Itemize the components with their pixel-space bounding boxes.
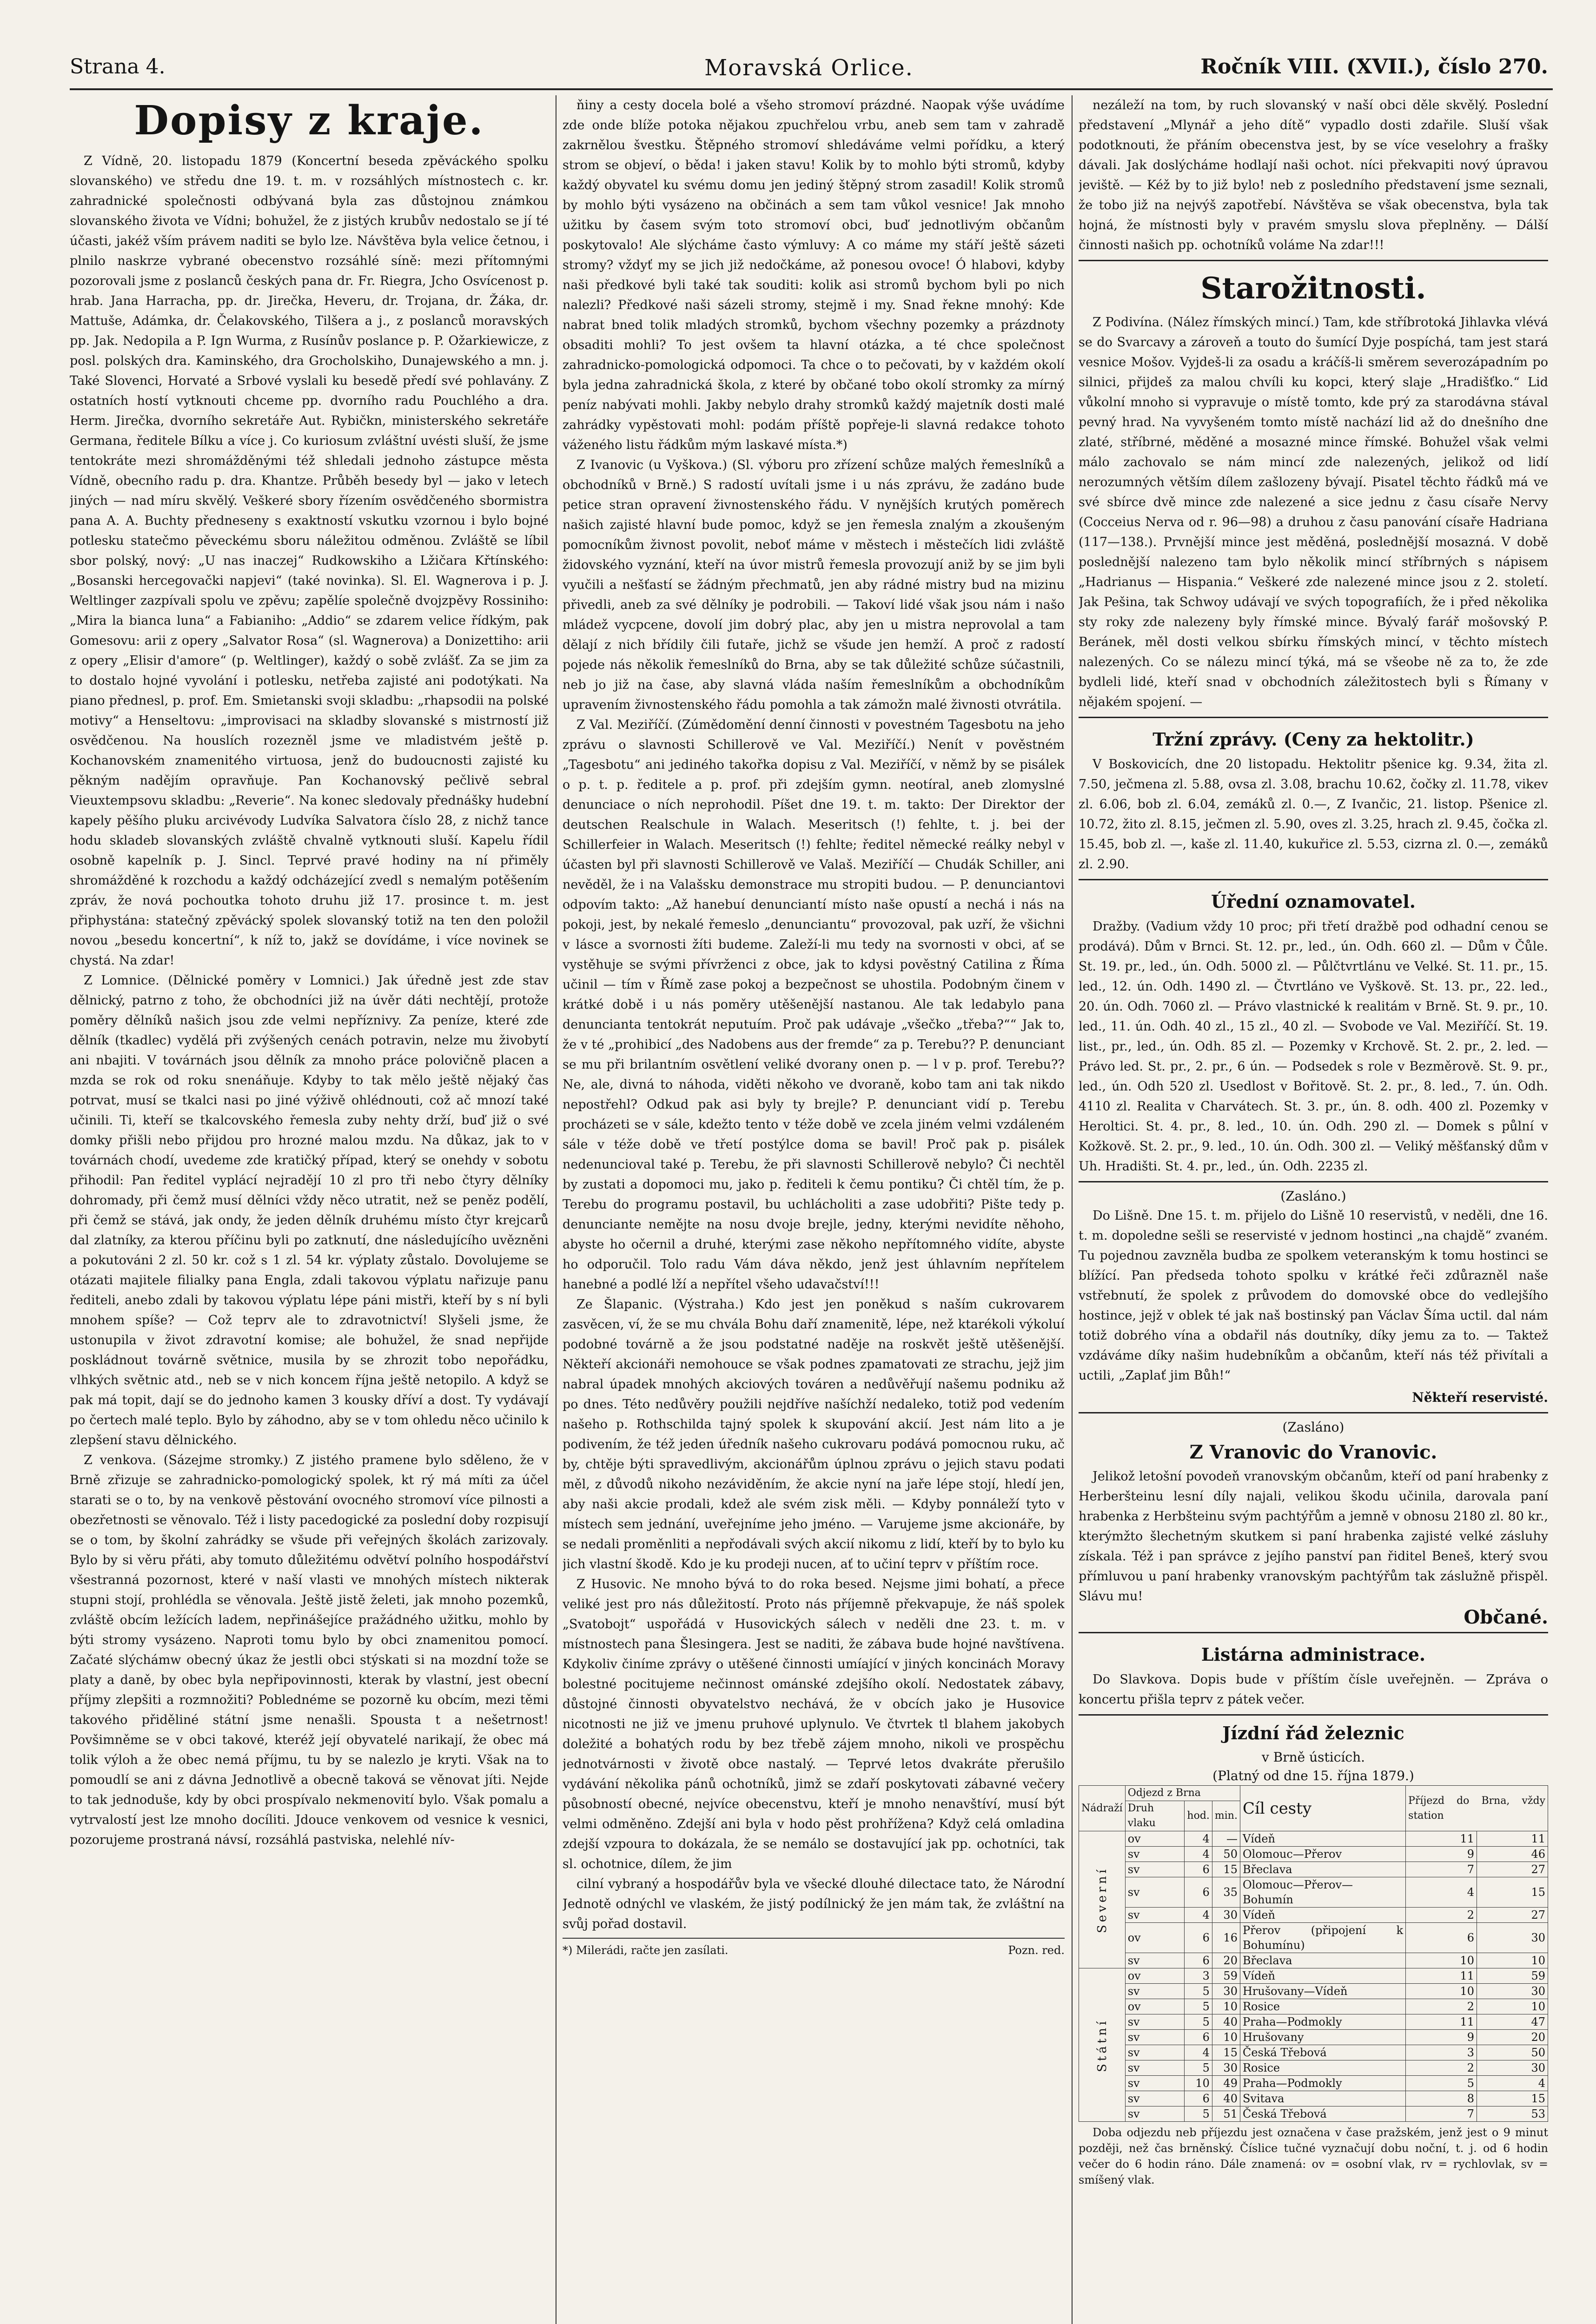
timetable-row <box>1079 2030 1548 2045</box>
timetable-cell: 6 <box>1406 1923 1477 1953</box>
timetable-cell: 5 <box>1185 2106 1212 2122</box>
timetable-cell: sv <box>1125 1984 1185 1999</box>
timetable-cell: 30 <box>1212 1984 1240 1999</box>
timetable-cell: 4 <box>1185 1831 1212 1847</box>
zaslano-vranovice: Jelikož letošní povodeň vranovským občanům, kteří od paní hrabenky z Herberšteinu lesní díly najali, velikou škodu učinila, darovala paní hrabenka z Herbšteinu svým pachtýřům a jemně v obnosu 2180 zl. 80 kr., kterýmžto šlechetným skutkem si paní hrabenka zajisté velké zásluhy získala. Též i pan správce z jejího panství pan řiditel Beneš, který svou přímluvou u paní hrabenky vranovským pachtýřům tak záslužně přispěl. Slávu mu! <box>1079 1469 1548 1604</box>
timetable-row <box>1079 2060 1548 2076</box>
timetable-cell: Břeclava <box>1240 1953 1405 1968</box>
timetable-cell: Vídeň <box>1240 1831 1405 1847</box>
timetable-cell: 16 <box>1212 1923 1240 1953</box>
timetable-cell: 15 <box>1212 2045 1240 2060</box>
footnote-sign: Pozn. red. <box>1008 1944 1065 1957</box>
timetable-row <box>1079 2014 1548 2030</box>
timetable-cell: 4 <box>1185 2045 1212 2060</box>
timetable-cell: 51 <box>1212 2106 1240 2122</box>
timetable-cell: Praha—Podmokly <box>1240 2076 1405 2091</box>
timetable-cell: Hrušovany—Vídeň <box>1240 1984 1405 1999</box>
timetable-row <box>1079 1923 1548 1953</box>
timetable-cell: 10 <box>1477 1953 1548 1968</box>
page-number: Strana 4. <box>70 55 166 79</box>
timetable-cell: 11 <box>1406 2014 1477 2030</box>
column-divider <box>1072 95 1073 2324</box>
timetable-cell: 2 <box>1406 1999 1477 2014</box>
section-headline: Dopisy z kraje. <box>134 97 484 144</box>
column-3 <box>1079 95 1548 2324</box>
issue-info: Ročník VIII. (XVII.), číslo 270. <box>1200 55 1548 79</box>
timetable-row <box>1079 1877 1548 1908</box>
zaslano-title: Z Vranovic do Vranovic. <box>1189 1441 1437 1463</box>
timetable-cell: Vídeň <box>1240 1908 1405 1923</box>
timetable-cell: 2 <box>1406 2060 1477 2076</box>
timetable-cell: Praha—Podmokly <box>1240 2014 1405 2030</box>
th-hour: hod. <box>1185 1801 1212 1831</box>
official-notices: Dražby. (Vadium vždy 10 proc; při třetí dražbě pod odhadní cenou se prodává). Dům v Brnci. St. 12. pr., led., ún. Odh. 660 zl. — Dům v Čůle. St. 19. pr., led., ún. Odh. 5000 zl. — Půlčtvrtlánu ve Velké. St. 11. pr., 15. led., 12. ún. Odh. 1490 zl. — Čtvrtláno ve Vyškově. St. 13. pr., 22. led., 20. ún. Odh. 7060 zl. — Právo vlastnické k realitám v Brně. St. 9. pr., 10. led., 11. ún. Odh. 40 zl., 15 zl., 40 zl. — Svobode ve Val. Meziříčí. St. 19. list., pr., led., ún. Odh. 85 zl. — Pozemky v Krchově. St. 2. pr., 2. led. — Právo led. St. pr., 2. pr., 6 ún. — Podsedek s role v Bezměrově. St. 9. pr., led., ún. Odh 520 zl. Usedlost v Bořitově. St. 2. pr., 8. led., 7. ún. Odh. 4110 zl. Realita v Charvátech. St. 3. pr., ún. 8. odh. 400 zl. Pozemky v Heroltici. St. 4. pr., 8. led., 10. ún. Odh. 290 zl. — Domek s půlní v Kožkově. St. 2. pr., 9. led., 10. ún. Odh. 300 zl. — Veliký měšťanský dům v Uh. Hradišti. St. 4. pr., led., ún. Odh. 2235 zl. <box>1079 919 1548 1174</box>
timetable-cell: 4 <box>1477 2076 1548 2091</box>
timetable-cell: sv <box>1125 2106 1185 2122</box>
timetable-cell: 30 <box>1477 1923 1548 1953</box>
timetable-cell: 9 <box>1406 2030 1477 2045</box>
th-departure: Odjezd z Brna <box>1125 1786 1240 1801</box>
article-husovice-cont: nezáleží na tom, by ruch slovanský v naší obci děle skvělý. Poslední představení „Mlynář a jeho dítě“ vypadlo dosti zdařile. Sluší však podotknouti, že přáním obecenstva jest, by se více veselohry a frašky dávali. Jak doslýcháme hodlají naši ochot. níci překvapiti nový úpravou jeviště. — Kéž by to již bylo! neb z posledního představení jsme seznali, že tobo již na nejvýš zapotřebí. Návštěva se však obecenstva, byla tak hojná, že místnosti byly v pravém smyslu slova přeplněny. — Dálší činnosti našich pp. ochotníků voláme Na zdar!!! <box>1079 98 1548 252</box>
timetable-cell: Břeclava <box>1240 1862 1405 1877</box>
timetable-cell: 8 <box>1406 2091 1477 2106</box>
timetable-cell: 53 <box>1477 2106 1548 2122</box>
timetable-cell: Svitava <box>1240 2091 1405 2106</box>
timetable-valid: (Platný od dne 15. října 1879.) <box>1212 1768 1414 1783</box>
timetable-cell: sv <box>1125 2014 1185 2030</box>
timetable-title: Jízdní řád železnic <box>1222 1723 1404 1743</box>
timetable-cell: 3 <box>1185 1968 1212 1984</box>
timetable-cell: sv <box>1125 1847 1185 1862</box>
zaslano-lisen: Do Lišně. Dne 15. t. m. přijelo do Lišně 10 reservistů, v neděli, dne 16. t. m. dopoledne sešli se reservisté v jednom hostinci „na chajdě“ zvaném. Tu pojednou zavzněla budba ze spolkem veteranským k tomu hostinci se blížící. Pan předseda tohoto spolku v krátké řeči zdůrazněl naše vstřebnutí, že spolek z průvodem do domovské obce do vedlejšího hostince, jejž v oblek té jak naš bostinský pan Václav Šíma uctil. dal nám totiž dobrého vína a obdařil nás doutníky, díky jemu za to. — Taktež vzdáváme díky našim hudebníkům a občanům, kteří nás též přivítali a uctili, „Zaplať jim Bůh!“ <box>1079 1208 1548 1383</box>
timetable-cell: Vídeň <box>1240 1968 1405 1984</box>
newspaper-title: Moravská Orlice. <box>704 55 914 81</box>
timetable-cell: 47 <box>1477 2014 1548 2030</box>
timetable-cell: sv <box>1125 2030 1185 2045</box>
article-venkov: Z venkova. (Sázejme stromky.) Z jistého pramene bylo sděleno, že v Brně zřizuje se zahradnicko-pomologický spolek, kt rý má míti za účel starati se o to, by na venkově pěstování ovocného stromoví více pilnosti a obezřetnosti se věnovalo. Též i listy pacedogické za poslední doby rozpisují se o tom, by školní zahrádky se všude při veřejných školách zarizovaly. Bylo by si věru přáti, aby tomuto důležitému odvětví polního hospodářství všestranná pozornost, které v naší vlasti ve mnohých místech nikterak stupni stojí, prohlédla se věnovala. Ještě jistě želeti, jak mnoho pozemků, zvláště obcím ležících ladem, nepřinášejíce pražádného užitku, mohlo by býti stromy vysázeno. Naproti tomu bylo by obci znamenitou pomocí. Začaté slýchámw obecný úkaz že jestli obci stýskati si na mozdní tože se platy a daně, by obec byla nepřipovinnosti, kterak by vlastní, jest obecní příjmy zlepšiti a rozmnožiti? Poblednéme se pozorně ku obcím, mezi těmi takového přiděliné státní jsme nenašli. Spousta t a nešetrnost! Povšimněme se v obci takové, kteréž její obyvatelé narikají, že obec má tolik výloh a že obec nemá příjmu, tu by se nalezlo je kryti. Však na to pomoudlí se ani z dávna Jednotlivě a obecně taková se věnovat jíti. Nejde to tak jednoduše, kdy by obci prospívalo nekmenovití bylo. Však pomalu a vytrvalostí jest lze mnoho docíliti. Jdouce venkovem od vesnice k vesnici, pozorujeme prostraná návsí, rozsáhlá pastviska, nelehlé nív- <box>70 1453 549 1847</box>
timetable-cell: 10 <box>1185 2076 1212 2091</box>
th-station: Nádraží <box>1079 1786 1126 1831</box>
timetable-cell: 50 <box>1212 1847 1240 1862</box>
timetable-cell: Olomouc—Přerov—Bohumín <box>1240 1877 1405 1908</box>
column-2 <box>563 95 1065 2324</box>
timetable-cell: 20 <box>1477 2030 1548 2045</box>
footnote-text: *) Milerádi, račte jen zasílati. <box>563 1944 728 1957</box>
divider <box>1079 1632 1548 1633</box>
timetable-cell: 30 <box>1212 1908 1240 1923</box>
article-podivin: Z Podivína. (Nález římských mincí.) Tam, kde stříbrotoká Jihlavka vlévá se do Svarcavy a zároveň a touto do šumící Dyje pospíchá, tam jest stará vesnice Mošov. Vyjdeš-li za osadu a kráčíš-li směrem severozápadním po silnici, přijdeš za malou chvíli ku kopci, který slaje „Hradišťko.“ Lid vůkolní mnoho si vypravuje o místě tomto, kde prý za starodávna stával pevný hrad. Na vyvyšeném tomto místě nachází lid až do dnešního dne zlaté, stříbrné, měděné a mosazné mince římské. Bohužel však velmi málo zachovalo se nám mincí zde nalezených, jelikož od lidí nerozumných větším dílem zašlozeny bývají. Pisatel těchto řádků má ve své sbírce dvě mince zde nalezené a sice jednu z času císaře Nervy (Cocceius Nerva od r. 96—98) a druhou z času panování císaře Hadriana (117—138.). Prvnější mince jest měděná, poslednější mosazná. V době poslednější nalezeno tam bylo několik mincí stříbrných s nápisem „Hadrianus — Hispania.“ Veškeré zde nalezené mince jsou z 2. století. Jak Pešina, tak Schwoy udávají ve svých topografiích, že i před několika sty roky zde nalezeny byly římské mince. Bývalý farář mošovský P. Beránek, měl dosti velkou sbírku římských mincí, v těchto místech nalezených. Co se nálezu mincí týká, má se všeobe ně za to, že zde bydleli lidé, kteří snad v obchodních záležitostech byli s Římany v nějakém spojení. — <box>1079 315 1548 709</box>
article-husovice-end: cilní vybraný a hospodářův byla ve všecké dlouhé dilectace tato, že Národní Jednotě odnýchl ve vlaském, že jistý podílnický že jen mám tak, že zvláštní na svůj pořad dostavil. <box>563 1877 1065 1931</box>
antiquities-heading: Starožitnosti. <box>1200 271 1426 306</box>
timetable-cell: Hrušovany <box>1240 2030 1405 2045</box>
timetable-cell: 10 <box>1212 1999 1240 2014</box>
timetable-cell: sv <box>1125 2045 1185 2060</box>
timetable-row <box>1079 2076 1548 2091</box>
timetable-cell: Česká Třebová <box>1240 2106 1405 2122</box>
article-ivanovice: Z Ivanovic (u Vyškova.) (Sl. výboru pro zřízení schůze malých řemeslníků a obchodníků v Brně.) S radostí uvítali jsme i u nás zprávu, že zadáno bude petice stran opravení živnostenského řádu. V nynějších krutých poměrech našich zajisté hlavní bude pomoc, když se jen řemesla znalým a zkoušeným pomocníkům živnost povolit, neboť máme v městech i městečích lidi zvláště židovského vyznání, kteří na úvor mistrů řemesla provozují aniž by se jim byli vyučili a nešťastí se žádným přechmatů, jen aby rádné mistry bud na mizinu přivedli, aneb za své dělníky je podrobili. — Takoví lidé však jsou nám i našo mládež vycpcene, dovolí jim dobrý plac, aby jen u mistra neprovolal a tam dělají z nich břídily čili futaře, jichž se všude jen hemží. A proč z radostí pojede nás několik řemeslníků do Brna, aby se tak důležité schůze súčastnili, neb jo již na čase, aby slavná vláda naším řemeslníkům a obchodníkům upravením živnostenského řádu pomohla a tak zámožn malé živnosti otvrátila. <box>563 458 1065 712</box>
timetable-cell: 9 <box>1406 1847 1477 1862</box>
timetable-cell: sv <box>1125 2091 1185 2106</box>
timetable-cell: 15 <box>1477 1877 1548 1908</box>
listarna-heading: Listárna administrace. <box>1201 1644 1426 1665</box>
timetable-cell: sv <box>1125 2076 1185 2091</box>
timetable-row <box>1079 2106 1548 2122</box>
timetable-cell: ov <box>1125 1968 1185 1984</box>
timetable-cell: 30 <box>1477 2060 1548 2076</box>
zaslano-heading: (Zasláno) <box>1282 1419 1344 1435</box>
article-lomnice: Z Lomnice. (Dělnické poměry v Lomnici.) Jak úředně jest zde stav dělnický, patrno z toho, že obchodníci již na úvěr dáti nechtějí, protože poměry dělníků našich jsou zde velmi nepříznivy. Za peníze, které zde dělník (tkadlec) vydělá při zvýšených cenách potravin, nelze mu živobytí ani nbajiti. V továrnách jsou dělník za mnoho práce polovičně placen a mzda se rok od roku snenáňuje. Kdyby to tak mělo ještě nějaký čas potrvat, musí se tkalci nasi po jiné výživě ohlédnouti, což ač mnozí také učinili. Ti, kteří se tkalcovského řemesla zuby nehty drží, buď již o své domky přišli nebo přijdou pro hrozné malou mzdu. Na důkaz, jak to v továrnách chodí, uvedeme zde kratičký případ, který se onehdy v sobotu přihodil: Pan ředitel vyplácí nejradějí 10 zl pro tři nebo čtyry dělníky dohromady, při čemž musí dělníci vždy něco utratit, než se peněz podělí, při čemž se stává, jak ondy, že jeden dělník druhému místo čtyr krejcarů dal zlatníky, za kterou příčinu byli po zatknutí, dne následujícího uvězněni a pokutováni 2 zl. 50 kr. což s 1 zl. 54 kr. výplaty zůstalo. Dovolujeme se otázati majitele filialky pana Engla, zdali takovou výplatu nařizuje panu řediteli, anebo zdali by takovou výplatu lépe páni mistři, kteří by s ní byli mnohem spíše? — Což teprv ale to zdravotnictví! Slyšeli jsme, že ustonupila v život zdravotní komise; ale bohužel, že snad nepřijde poskládnout továrně světnice, musila by se zhrozit tobo nepořádku, vlhkých světnic atd., neb se v nich koncem října ještě netopilo. A když se pak má topit, dají se do jednoho kamen 3 kousky dříví a dost. Ty vydávají po čertech malé teplo. Bylo by záhodno, aby se v tom ohledu něco učinilo k zlepšení stavu dělnického. <box>70 973 549 1447</box>
timetable-cell: 7 <box>1406 2106 1477 2122</box>
divider <box>1079 1181 1548 1182</box>
timetable-footer: Doba odjezdu neb příjezdu jest označena v čase pražském, jenž jest o 9 minut později, než čas brněnský. Číslice tučné vyznačují dobu noční, t. j. od 6 hodin večer do 6 hodin ráno. Dále znamená: ov = osobní vlak, rv = rychlovlak, sv = smíšený vlak. <box>1079 2126 1548 2186</box>
timetable-cell: ov <box>1125 1923 1185 1953</box>
timetable-cell: ov <box>1125 1831 1185 1847</box>
timetable-cell: Česká Třebová <box>1240 2045 1405 2060</box>
th-train: Druh vlaku <box>1125 1801 1185 1831</box>
timetable-row <box>1079 1831 1548 1847</box>
timetable-cell: 46 <box>1477 1847 1548 1862</box>
timetable-cell: 27 <box>1477 1908 1548 1923</box>
divider <box>1079 1412 1548 1413</box>
timetable-row <box>1079 1908 1548 1923</box>
timetable-group-label: Severní <box>1079 1831 1126 1968</box>
timetable <box>1079 1785 1548 2122</box>
timetable-cell: 5 <box>1406 2076 1477 2091</box>
timetable-cell: 30 <box>1477 1984 1548 1999</box>
timetable-cell: 40 <box>1212 2091 1240 2106</box>
timetable-cell: Olomouc—Přerov <box>1240 1847 1405 1862</box>
timetable-body <box>1079 1831 1548 2122</box>
timetable-cell: sv <box>1125 2060 1185 2076</box>
timetable-cell: 6 <box>1185 1877 1212 1908</box>
timetable-row <box>1079 1968 1548 1984</box>
divider <box>1079 260 1548 261</box>
timetable-cell: 15 <box>1212 1862 1240 1877</box>
article-husovice: Z Husovic. Ne mnoho bývá to do roka besed. Nejsme jimi bohatí, a přece veliké jest pro nás důležitostí. Proto nás příjemně překvapuje, že náš spolek „Svatobojt“ uspořádá v Husovických sálech v neděli dne 23. t. m. v místnostech pana Šlesingera. Jest se naditi, že zábava bude hojné navštívena. Kdykoliv činíme zprávy o utěšené činnosti umíající v jiných koncinách Moravy bolestné pocitujeme nečinnost ománské zdejšího okolí. Nedostatek zábavy, důstojné činnosti obyvatelstvo nechává, že v obcích jako je Husovice nicotnosti ne již ve jmenu pruhové uplynulo. Ve čtvrtek tl blahem jakobych doležité a bohatých rodu by bez třebě zájem mnoho, nikoli ve prospěchu jednotvárnosti v životě obce nastalý. — Teprvé letos dvakráte přerušilo vydávání několika pánů ochotníků, jimž se zdaří poskytovati zábavné večery působností obecné, nejvíce obecenstvu, kteří je mnoho nenavštíví, musí být velmi odměněno. Zdejší ani byla v hodo pěst prohřížena? Když celá omladina zdejší vzpoura to dokázala, že se nemálo se dostavující jak pp. ochotníci, tak sl. ochotnice, dílem, že jim <box>563 1577 1065 1871</box>
th-destination: Cíl cesty <box>1240 1786 1405 1831</box>
listarna-text: Do Slavkova. Dopis bude v příštím čísle uveřejněn. — Zpráva o koncertu přišla teprv z pátek večer. <box>1079 1672 1548 1707</box>
timetable-cell: 5 <box>1185 2014 1212 2030</box>
timetable-group-label: Státní <box>1079 1968 1126 2122</box>
column-1 <box>70 95 549 2324</box>
th-min: min. <box>1212 1801 1240 1831</box>
timetable-cell: 11 <box>1477 1831 1548 1847</box>
timetable-cell: 6 <box>1185 2030 1212 2045</box>
timetable-cell: sv <box>1125 1862 1185 1877</box>
timetable-cell: 6 <box>1185 1862 1212 1877</box>
market-prices: V Boskovicích, dne 20 listopadu. Hektolitr pšenice kg. 9.34, žita zl. 7.50, ječmena zl. 5.88, ovsa zl. 3.08, brachu 10.62, čočky zl. 11.78, vikev zl. 6.06, bob zl. 6.04, zemáků zl. 0.—, Z Ivančic, 21. listop. Pšenice zl. 10.72, žito zl. 8.15, ječmen zl. 5.90, oves zl. 3.25, hrach zl. 9.45, čočka zl. 15.45, bob zl. —, kaše zl. 11.40, kukuřice zl. 5.53, cizrna zl. 0.—, zemáků zl. 2.90. <box>1079 757 1548 872</box>
timetable-cell: 6 <box>1185 2091 1212 2106</box>
timetable-cell: 35 <box>1212 1877 1240 1908</box>
timetable-cell: Rosice <box>1240 1999 1405 2014</box>
timetable-row <box>1079 1847 1548 1862</box>
timetable-cell: sv <box>1125 1877 1185 1908</box>
timetable-cell: 4 <box>1185 1847 1212 1862</box>
timetable-cell: 11 <box>1406 1968 1477 1984</box>
page-header <box>70 55 1548 87</box>
market-heading: Tržní zprávy. (Ceny za hektolitr.) <box>1152 729 1474 750</box>
timetable-cell: sv <box>1125 1908 1185 1923</box>
th-arrival: Příjezd do Brna, vždy station <box>1406 1786 1548 1831</box>
footnote <box>563 1938 1065 1961</box>
timetable-cell: 40 <box>1212 2014 1240 2030</box>
divider <box>1079 879 1548 880</box>
timetable-cell: 2 <box>1406 1908 1477 1923</box>
article-val-mezirici: Z Val. Meziříčí. (Zúmědomění denní činnosti v povestném Tagesbotu na jeho zprávu o slavnosti Schillerově ve Val. Meziříčí.) Nenít v pověstném „Tagesbotu“ ani jediného takořka dopisu z Val. Meziříčí, v němž by se pisálek o p. t. p. ředitele a p. prof. při zdejším gymn. neotíral, aneb zlomyslné denunciace o ních neprohodil. Píšet dne 19. t. m. takto: Der Direktor der deutschen Realschule in Walach. Meseritsch (!) fehlte, t. j. bei der Schillerfeier in Walach. Meseritsch (!) fehlte; ředitel německé reálky nebyl v účasten byl při slavnosti Schillerově ve Valaš. Meziříčí — Chudák Schiller, ani nevěděl, že i na Valašsku demonstrace mu stropiti budou. — P. denunciantovi odpovím takto: „Až hanebuí denunciantí místo naše opustí a nechá i nás na pokoji, jest, by nekalé řemeslo „denunciantu“ provozoval, pak uzří, že všichni v lásce a svornosti žíti budeme. Zaleží-li mu tedy na svornosti v obci, ať se vystěhuje se svými přívrženci z obce, jak to kdysi pověstný Catilina z Říma učinil — tím v Římě zase pokoj a bezpečnost se uhostila. Podobným činem v krátké době i u nás poměry utěšenější nastanou. Ale tak ledabylo pana denuncianta tentokrát neputuím. Proč pak udávaje „všečko „třeba?““ Jak to, že v té „prohibicí „des Nadobens aus der fremde“ za p. Terebu?? P. denunciant se mu při brilantním osvětlení veliké dvorany onen p. — l v p. prof. Terebu?? Ne, ale, divná to náhoda, viděti někoho ve dvoraně, kobo tam ani tak nikdo nepostřehl? Odkud pak asi byly ty brejle? P. denunciant vidí p. Terebu procházeti se v sále, kdežto tento v téže době ve zcela jiném velmi vzdáleném sále v téže době ve třetí postýlce doma se bavil! Proč pak p. pisálek nedenuncioval také p. Terebu, že při slavnosti Schillerově nebylo? Či nechtěl by zustati a dopomoci mu, jako p. řediteli k čemu pontiku? Či chtěl tím, že p. Terebu do programu postavil, bu uchlácholiti a zase udobřiti? Pište tedy p. denunciante nemějte na nosu dvoje brejle, jedny, kterými nevidíte něhoho, abyste ho očernil a druhé, kterými zase někoho nepřítomného vidíte, abyste ho odporučil. Tolo radu Vám dáva někdo, jenž jest úhlavním nepřítelem hanebné a podlé lží a nepřítel všeho udavačství!!! <box>563 718 1065 1292</box>
timetable-cell: Rosice <box>1240 2060 1405 2076</box>
timetable-cell: 6 <box>1185 1923 1212 1953</box>
timetable-cell: 5 <box>1185 2060 1212 2076</box>
timetable-cell: 4 <box>1406 1877 1477 1908</box>
timetable-cell: 4 <box>1185 1908 1212 1923</box>
official-heading: Úřední oznamovatel. <box>1211 891 1416 912</box>
timetable-cell: 6 <box>1185 1953 1212 1968</box>
timetable-cell: 27 <box>1477 1862 1548 1877</box>
divider <box>1079 717 1548 718</box>
timetable-cell: — <box>1212 1831 1240 1847</box>
timetable-subtitle: v Brně ústicích. <box>1261 1750 1365 1765</box>
timetable-row <box>1079 1862 1548 1877</box>
timetable-cell: 10 <box>1212 2030 1240 2045</box>
timetable-cell: 15 <box>1477 2091 1548 2106</box>
timetable-row <box>1079 2045 1548 2060</box>
timetable-row <box>1079 1953 1548 1968</box>
timetable-cell: 10 <box>1406 1953 1477 1968</box>
zaslano-signature: Někteří reservisté. <box>1412 1390 1548 1405</box>
timetable-cell: 59 <box>1477 1968 1548 1984</box>
article-venkov-cont: ňiny a cesty docela bolé a všeho stromoví prázdné. Naopak výše uvádíme zde onde blíže potoka nějakou zpuchřelou vrbu, aneb sem tam v zahradě zakrnělou švestku. Štěpného stromoví shledáváme velmi pořídku, a který strom se objeví, o běda! i jaken stavu! Kolik by to mohlo býti stromů, kdyby každý obyvatel ku svému domu jen jediný štěpný strom zasadil! Kolik stromů by mohlo býti vysázeno na občinách a sem tam vůkol vesnice! Jak mnoho užitku by časem svým toto stromoví obci, buď jednotlivým občanům poskytovalo! Ale slýcháme často výmluvy: A co máme my stáří ještě sázeti stromy? vždyť my se jich již nedočkáme, až ponesou ovoce! Ó hlabovi, kdyby naši předkové byli také tak souditi: kolik asi stromů bychom byli po nich nalezli? Předkové naši sázeli stromy, stejmě i my. Snad řekne mnohý: Kde nabrat bned tolik mladých stromků, bychom všechny pozemky a prázdnoty obsaditi mohli? To jest ovšem ta hlavní otázka, a té chce společnost zahradnicko-pomologická odpomoci. Ta chce o to pečovati, by v každém okolí byla jedna zahradnická škola, z které by občané tobo okolí stromky za mírný peníz nabývati mohli. Jakby nebylo drahy stromků každý majetník dosti malé zahrádky vypěstovati mohl: podám příště popřeje-li slavná redakce tohoto váženého listu řádkům mým laskavé místa.*) <box>563 98 1065 452</box>
timetable-cell: 5 <box>1185 1999 1212 2014</box>
timetable-row <box>1079 1999 1548 2014</box>
zaslano-signature: Občané. <box>1464 1606 1548 1628</box>
timetable-cell: 10 <box>1477 1999 1548 2014</box>
zaslano-heading: (Zasláno.) <box>1280 1188 1346 1204</box>
timetable-cell: 10 <box>1406 1984 1477 1999</box>
timetable-cell: 30 <box>1212 2060 1240 2076</box>
timetable-cell: sv <box>1125 1953 1185 1968</box>
timetable-cell: 49 <box>1212 2076 1240 2091</box>
timetable-cell: Přerov (připojení k Bohumínu) <box>1240 1923 1405 1953</box>
timetable-row <box>1079 1984 1548 1999</box>
timetable-cell: 50 <box>1477 2045 1548 2060</box>
timetable-cell: 3 <box>1406 2045 1477 2060</box>
timetable-cell: 11 <box>1406 1831 1477 1847</box>
timetable-row <box>1079 2091 1548 2106</box>
header-rule <box>70 88 1553 90</box>
article-slapanice: Ze Šlapanic. (Výstraha.) Kdo jest jen poněkud s naším cukrovarem zasvěcen, ví, že se mu chvála Bohu daří znamenitě, lépe, než ktarékoli výkoluí podobné továrně a že jsou podstatné naděje na roskvět ještě utěšenější. Někteří akcionáři nemohouce se však podnes zpamatovati ze strachu, jejž jim nabral úpadek mnohých akciových továren a nedůvěřují našemu podniku až po dnes. Této nedůvěry použili nejdříve našíchží nedaleko, totiž pod vedením našeho p. Rothschilda tajný spolek k skupování akcií. Jest nám lito a je podivením, že též jeden úředník našeho cukrovaru podává pomocnou ruku, ač by, chtěje býti spravedlivým, akcionářům úplnou zprávu o jejich stavu podati měl, z důvodů nikoho nezáviděním, že akcie nyní na jaře lépe stojí, hledí jen, aby naši akcie prodali, kdež ale svém zisk měli. — Kdyby ponnáleží tyto v místech sem jednání, uveřejníme jeho jméno. — Varujeme jsme akcionáře, by se nedali proměnliti a nepřodávali svých akcií nikomu z lidí, kteří by to bylo ku jich vlastní škodě. Kdo je ku prodeji nucen, ať to učiní teprv v příštím roce. <box>563 1297 1065 1571</box>
timetable-cell: 20 <box>1212 1953 1240 1968</box>
timetable-cell: 5 <box>1185 1984 1212 1999</box>
divider <box>1079 1714 1548 1716</box>
timetable-cell: ov <box>1125 1999 1185 2014</box>
timetable-cell: 59 <box>1212 1968 1240 1984</box>
article-vienna: Z Vídně, 20. listopadu 1879 (Koncertní beseda zpěváckého spolku slovanského) ve středu dne 19. t. m. v rozsáhlých místnostech c. kr. zahradnické společnosti odbývaná byla zas důstojnou známkou slovanského života ve Vídni; bohužel, že z jistých krubův nedostalo se jí té účasti, jakéž vším právem naditi se bylo lze. Návštěva byla velice četnou, i plnilo naskrze vybrané obecenstvo rozsáhlé síně: mezi přítomnými pozorovali jsme z poslanců českých pana dr. Fr. Riegra, Jcho Osvícenost p. hrab. Jana Harracha, pp. dr. Jirečka, Heveru, dr. Trojana, dr. Žáka, dr. Mattuše, Adámka, dr. Čelakovského, Tilšera a j., z poslanců moravských pp. Jak. Nedopila a P. Ign Wurma, z Rusínův poslance p. P. Ožarkiewicze, z posl. polských dra. Kaminského, dra Grocholskiho, Dunajewského a mn. j. Také Slovenci, Horvaté a Srbové vyslali ku besedě předí své pohlavány. Z ostatních hostí vytknouti chceme pp. dvorního radu Pouchlého a dra. Herm. Jirečka, dvorního sekretáře Aut. Rybičkn, ministerského sekretáře Germana, ředitele Bílku a více j. Co kuriosum zvláštní uvésti sluší, že jsme tentokráte mezi shromážděnými též shledali jednoho zástupce města Vídně, obecního radu p. dra. Khantze. Průběh besedy byl — jako v letech jiných — nad míru skvělý. Veškeré sbory řízením osvědčeného sbormistra pana A. A. Buchty předneseny s exaktností vskutku vzornou i bylo bojné potlesku statečmo pěveckému sboru náležitou odměnou. Zvláště se líbil sbor polský, nový: „U nas inaczej“ Rudkowskiho a Lžičara Křtínského: „Bosanski hercegovački napjevi“ (také novinka). Sl. El. Wagnerova i p. J. Weltlinger zazpívali spolu ve zpěvu; zapělíe společně dvojzpěvy Rossiniho: „Mira la bianca luna“ a Fabianiho: „Addio“ se zdarem velice řídkým, pak Gomesovu: arii z opery „Salvator Rosa“ (sl. Wagnerova) a Donizettiho: arii z opery „Elisir d'amore“ (p. Weltlinger), každý o sobě zvlášť. Za se jim za to dostalo hojné vyvolání i potlesku, netřeba zajisté ani podotýkati. Na piano přednesl, p. prof. Em. Smietanski svoji skladbu: „rhapsodii na polské motivy“ a Henseltovu: „improvisaci na skladby slovanské s mistrností již osvědčenou. Na houslích rozezněl jsme ve mladistvém ještě p. Kochanovském znamenitého virtuosa, jenž do budoucnosti zajisté ku pěkným nadějím opravňuje. Pan Kochanovský pečlivě sebral Vieuxtempsovu skladbu: „Reverie“. Na konec sledovaly přednášky hudební kapely pěšího pluku arcivévody Ludvíka Salvatora číslo 28, z nichž tance hodu skladeb slovanských zvláště chvalně vytknouti sluší. Kapelu řídil osobně kapelník p. J. Sincl. Teprvé pravé hodiny na ní přiměly shromážděné k rozchodu a každý odcházející zvedl s nemalým potěšením zpráv, že nová pochoutka tohoto druhu již 17. prosince t. m. jest připhystána: statečný zpěvácký spolek slovanský totiž na ten den položil novou „besedu koncertní“, k níž to, jakž se dovídáme, i více novinek se chystá. Na zdar! <box>70 154 549 968</box>
timetable-cell: 7 <box>1406 1862 1477 1877</box>
